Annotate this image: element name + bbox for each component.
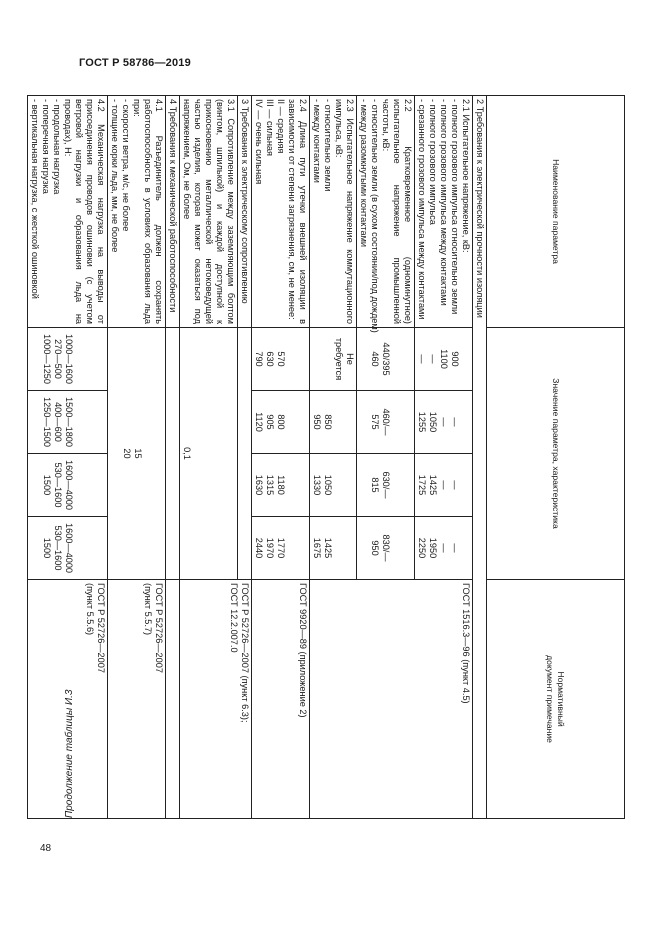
value-cell (415, 391, 473, 454)
value-line: 1425 (323, 537, 333, 559)
value-line: 570 (276, 351, 286, 367)
norm-line: (пункт 5.5.6) (85, 583, 95, 636)
param-line: IV — очень сильная (254, 99, 264, 185)
table-row-4-1 (108, 96, 166, 819)
value-line: 1000—1600 (64, 333, 74, 385)
value-cell (357, 391, 415, 454)
norm-cell-3-1 (180, 580, 252, 819)
value-line: 400—600 (53, 402, 63, 442)
param-line: - между разомкнутыми контактами (359, 99, 369, 248)
value-cell (357, 517, 415, 580)
table-row-2-4 (252, 96, 310, 819)
param-line: III — сильная (265, 99, 275, 156)
param-cell-4-2 (28, 96, 108, 328)
value-line: 830/— (381, 534, 391, 562)
column-header-norm-line1: Нормативный (556, 671, 567, 727)
value-line: 800 (276, 414, 286, 430)
param-line: - продольная нагрузка (52, 99, 62, 195)
norm-cell-4-2 (28, 580, 108, 819)
column-header-param: Наименование параметра (487, 96, 625, 328)
param-line: - полного грозового импульса между контактами (439, 99, 449, 306)
param-cell-2-1 (415, 96, 473, 328)
column-header-norm (487, 580, 625, 819)
value-line: 630 (265, 351, 275, 367)
param-line: - вертикальная нагрузка, с жесткой ошиновкой (30, 99, 40, 299)
value-line: 530—1600 (53, 525, 63, 571)
param-line: 4.2 Механическая нагрузка на выводы от присоединения проводов ошиновки (с учетом ветровой нагрузки и образования льда на проводах), Н: (63, 99, 106, 324)
value-line: — (428, 354, 438, 364)
value-line: 270—500 (53, 339, 63, 379)
value-cell (310, 328, 357, 391)
value-cell (310, 391, 357, 454)
param-cell-2-2 (357, 96, 415, 333)
value-line: 20 (122, 448, 132, 459)
value-cell (28, 517, 108, 580)
value-line: 530—1600 (53, 462, 63, 508)
norm-cell-2-4: ГОСТ 9920—89 (приложение 2) (252, 580, 310, 819)
param-line: - относительно земли (323, 99, 333, 192)
value-line: 1500—1800 (64, 396, 74, 448)
param-line: 2.4 Длина пути утечки внешней изоляции в зависимости от степени загрязнения, см, не менее: (287, 99, 308, 324)
param-line: - срезанного грозового импульса между контактами (417, 99, 427, 320)
value-cell (252, 328, 310, 391)
value-line: 1120 (254, 412, 264, 432)
value-cell (415, 328, 473, 391)
section-title-3: 3 Требования к электрическому сопротивлению (238, 96, 252, 328)
value-line: 1950 (428, 537, 438, 559)
param-line: - полного грозового импульса относительно земли (450, 99, 460, 315)
column-header-value: Значение параметра, характеристика (487, 328, 625, 580)
value-line: 460/— (381, 408, 391, 436)
norm-cell-4-1 (108, 580, 166, 819)
norm-cell-2-1: ГОСТ 1516.3—96 (пункт 4.5) (310, 580, 473, 819)
param-line: - поперечная нагрузка (41, 99, 51, 194)
value-line: — (439, 543, 449, 553)
section-4-blank (166, 328, 180, 580)
value-line: Не (345, 353, 355, 365)
value-line: 1255 (417, 411, 427, 433)
value-line: 790 (254, 351, 264, 367)
value-line: 1630 (254, 474, 264, 496)
value-line: — (450, 417, 460, 427)
value-line: 1500 (42, 537, 52, 559)
document-id-header: ГОСТ Р 58786—2019 (79, 57, 191, 69)
value-cell (252, 454, 310, 517)
param-line: 2.1 Испытательное напряжение, кВ: (461, 99, 471, 253)
column-header-norm-line2: документ примечание (545, 655, 556, 743)
value-cell (28, 391, 108, 454)
value-line: 575 (370, 414, 380, 430)
value-line: 1000—1250 (42, 333, 52, 385)
param-line: - полного грозового импульса (428, 99, 438, 225)
value-line: 1330 (312, 474, 322, 496)
section-4-norm-blank (166, 580, 180, 819)
section-row-4 (166, 96, 180, 819)
value-line: 950 (370, 540, 380, 556)
value-line: 1725 (417, 474, 427, 496)
value-line: 1250—1500 (42, 396, 52, 448)
section-row-3 (238, 96, 252, 819)
param-line: - относительно земли (в сухом состоянии/под дождем) (370, 99, 380, 333)
param-line: 2.3 Испытательное напряжение коммутационного импульса, кВ: (334, 99, 355, 324)
value-line: 1770 (276, 537, 286, 559)
param-line: II — средняя (276, 99, 286, 154)
param-line: - между контактами (312, 99, 322, 183)
value-line: требуется (334, 337, 344, 381)
value-line: 2250 (417, 537, 427, 559)
value-line: 1675 (312, 537, 322, 559)
param-cell-2-3 (310, 96, 357, 328)
param-cell-3-1 (180, 96, 238, 328)
value-line: 1600—4000 (64, 459, 74, 511)
value-line: 1050 (428, 411, 438, 433)
value-line: 2440 (254, 537, 264, 559)
value-line: 1600—4000 (64, 522, 74, 574)
value-line: 1050 (323, 474, 333, 496)
value-line: 460 (370, 351, 380, 367)
value-cell (357, 454, 415, 517)
value-line: 1180 (276, 475, 286, 495)
parameters-table (27, 95, 625, 819)
param-line: - скорости ветра, м/с, не более (121, 99, 131, 232)
value-line: — (450, 543, 460, 553)
value-cell (415, 454, 473, 517)
section-title-4: 4 Требования к механической работоспособности (166, 96, 180, 328)
value-line: 15 (133, 448, 143, 459)
page-number: 48 (40, 843, 52, 854)
norm-line: ГОСТ 12.2.007.0 (229, 583, 239, 653)
param-line: 2.2 Кратковременное (одноминутное) испытательное напряжение промышленной частоты, кВ: (381, 99, 413, 324)
section-row-2 (473, 96, 487, 819)
table-row-2-1 (415, 96, 473, 819)
norm-line: (пункт 5.5.7) (143, 583, 153, 636)
value-cell (28, 454, 108, 517)
value-line: — (450, 480, 460, 490)
section-title-2: 2 Требования к электрической прочности изоляции (473, 96, 487, 819)
value-cell (310, 517, 357, 580)
param-line: 3.1 Сопротивление между заземляющим болтом (винтом, шпилькой) и каждой доступной к прикосновению металлической нетоковедущей частью изделия, которая может оказаться под напряжением, Ом, не более (182, 99, 236, 324)
norm-line: ГОСТ Р 52726—2007 (пункт 6.3); (240, 583, 250, 723)
table-row-4-2 (28, 96, 108, 819)
section-3-blank (238, 328, 252, 580)
value-cell-3-1 (180, 328, 238, 580)
value-cell (252, 391, 310, 454)
norm-line: ГОСТ Р 52726—2007 (96, 583, 106, 673)
table-caption: Продолжение таблицы И.3 (64, 689, 75, 818)
value-line: — (439, 417, 449, 427)
value-line: 1315 (265, 474, 275, 496)
value-cell (310, 454, 357, 517)
value-line: 0,1 (182, 447, 192, 460)
value-line: 1500 (42, 474, 52, 496)
value-line: 950 (312, 414, 322, 430)
value-cell-4-1 (108, 328, 166, 580)
value-line: — (417, 354, 427, 364)
param-line: 4.1 Разъединитель должен сохранять работоспособность в условиях образования льда при: (132, 99, 164, 324)
value-line: 900 (450, 351, 460, 367)
value-line: 1425 (428, 474, 438, 496)
norm-line: ГОСТ Р 52726—2007 (154, 583, 164, 673)
table-header-row (487, 96, 625, 819)
value-cell (252, 517, 310, 580)
param-cell-2-4 (252, 96, 310, 328)
value-line: — (439, 480, 449, 490)
value-line: 850 (323, 414, 333, 430)
value-line: 1100 (439, 349, 449, 369)
param-line: - толщине корки льда, мм, не более (110, 99, 120, 253)
value-line: 1970 (265, 537, 275, 559)
rotated-table-container (27, 95, 625, 819)
value-cell (28, 328, 108, 391)
param-cell-4-1 (108, 96, 166, 328)
value-cell (415, 517, 473, 580)
value-cell (357, 328, 415, 391)
value-line: 630/— (381, 471, 391, 499)
value-line: 815 (370, 477, 380, 493)
value-line: 905 (265, 414, 275, 430)
value-line: 440/395 (381, 342, 391, 376)
